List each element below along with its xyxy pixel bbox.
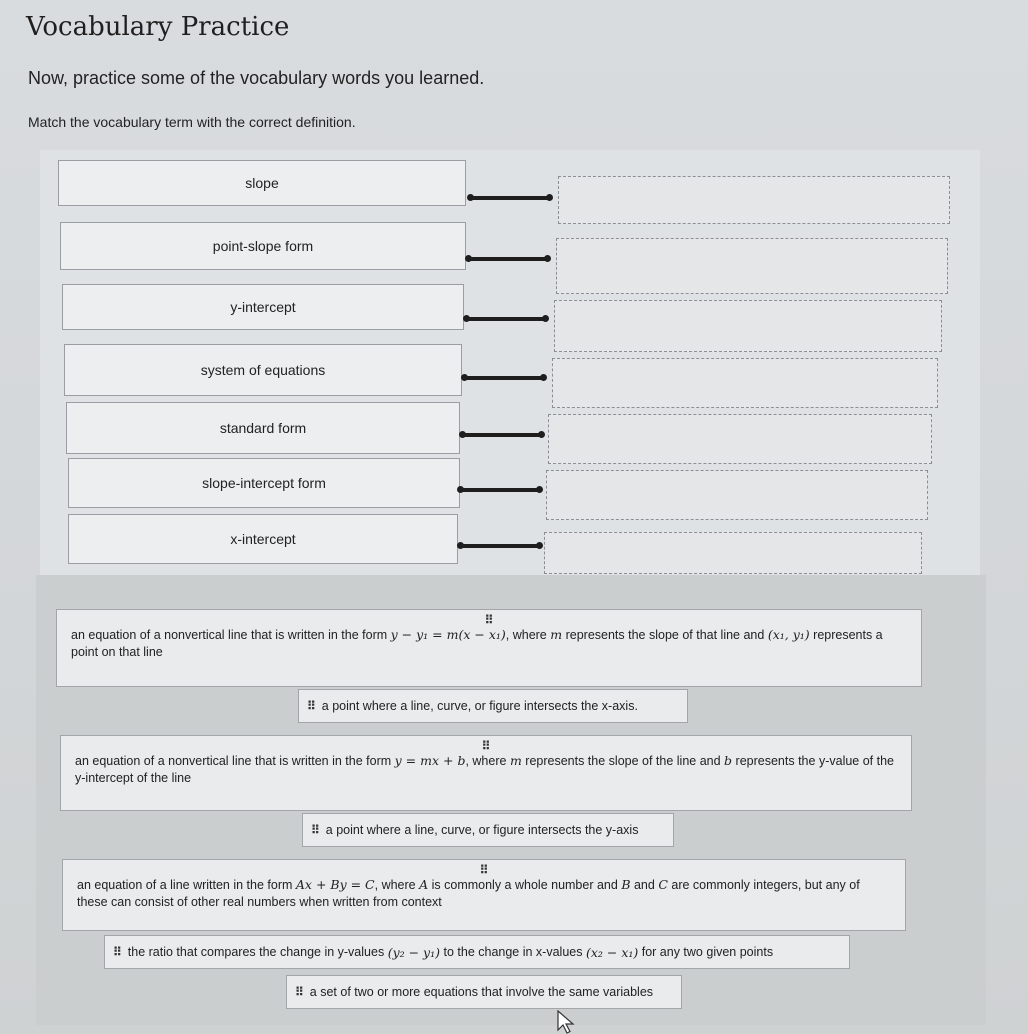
drag-handle-icon[interactable]: ⠿ <box>307 699 316 713</box>
drag-handle-icon[interactable]: ⠿ <box>311 823 320 837</box>
connector-x-intercept[interactable] <box>460 544 540 548</box>
drag-handle-icon[interactable]: ⠿ <box>113 945 122 959</box>
connector-point-slope-form[interactable] <box>468 257 548 261</box>
drag-handle-icon[interactable]: ⠿ <box>295 985 304 999</box>
drop-zone-2[interactable] <box>556 238 948 294</box>
connector-slope-intercept-form[interactable] <box>460 488 540 492</box>
term-slope: slope <box>58 160 466 206</box>
term-point-slope-form: point-slope form <box>60 222 466 270</box>
connector-standard-form[interactable] <box>462 433 542 437</box>
matching-area <box>40 150 980 580</box>
term-slope-intercept-form: slope-intercept form <box>68 458 460 508</box>
term-x-intercept: x-intercept <box>68 514 458 564</box>
definition-card-slope[interactable]: ⠿ the ratio that compares the change in y-values (y₂ − y₁) to the change in x-values (x₂ − x₁) for any two given points <box>104 935 850 969</box>
connector-system-of-equations[interactable] <box>464 376 544 380</box>
drop-zone-5[interactable] <box>548 414 932 464</box>
definition-card-point-slope[interactable]: ⠿ an equation of a nonvertical line that is written in the form y − y₁ = m(x − x₁), where m represents the slope of that line and (x₁, y₁) represents a point on that line <box>56 609 922 687</box>
definition-card-x-intercept[interactable]: ⠿ a point where a line, curve, or figure intersects the x-axis. <box>298 689 688 723</box>
drop-zone-3[interactable] <box>554 300 942 352</box>
definition-card-standard-form[interactable]: ⠿ an equation of a line written in the form Ax + By = C, where A is commonly a whole number and B and C are commonly integers, but any of these can consist of other real numbers when written from context <box>62 859 906 931</box>
intro-text: Now, practice some of the vocabulary words you learned. <box>28 68 485 88</box>
connector-y-intercept[interactable] <box>466 317 546 321</box>
term-standard-form: standard form <box>66 402 460 454</box>
definition-card-slope-intercept[interactable]: ⠿ an equation of a nonvertical line that is written in the form y = mx + b, where m represents the slope of the line and b represents the y-value of the y-intercept of the line <box>60 735 912 811</box>
drag-handle-icon[interactable]: ⠿ <box>484 613 494 627</box>
definition-card-system-of-equations[interactable]: ⠿ a set of two or more equations that involve the same variables <box>286 975 682 1009</box>
drag-handle-icon[interactable]: ⠿ <box>481 739 491 753</box>
page-title: Vocabulary Practice <box>26 12 290 42</box>
term-system-of-equations: system of equations <box>64 344 462 396</box>
drag-handle-icon[interactable]: ⠿ <box>479 863 489 877</box>
term-y-intercept: y-intercept <box>62 284 464 330</box>
connector-slope[interactable] <box>470 196 550 200</box>
drop-zone-4[interactable] <box>552 358 938 408</box>
drop-zone-6[interactable] <box>546 470 928 520</box>
drop-zone-1[interactable] <box>558 176 950 224</box>
answer-bank <box>36 575 986 1025</box>
instruction-text: Match the vocabulary term with the correct definition. <box>28 114 356 130</box>
drop-zone-7[interactable] <box>544 532 922 574</box>
definition-card-y-intercept[interactable]: ⠿ a point where a line, curve, or figure intersects the y-axis <box>302 813 674 847</box>
mouse-cursor-icon <box>556 1010 578 1034</box>
